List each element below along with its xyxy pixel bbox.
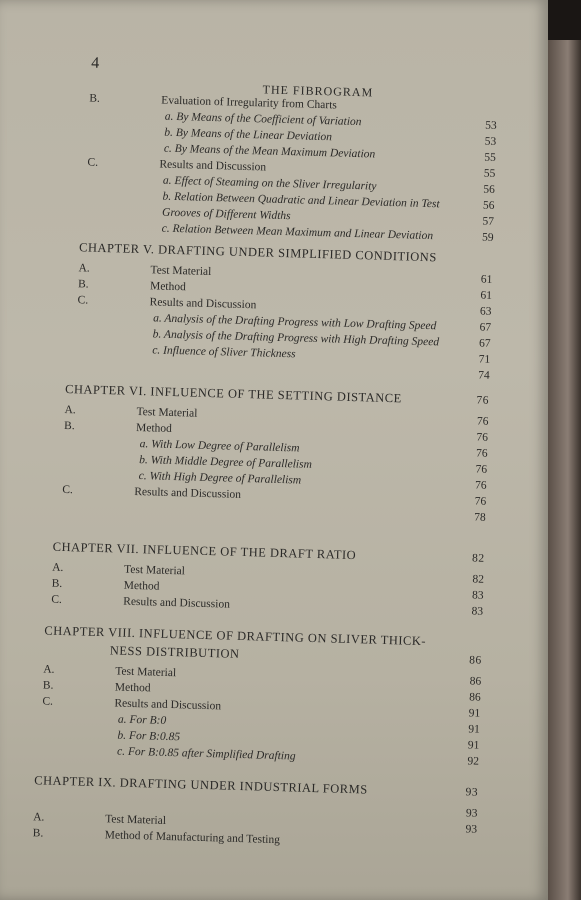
entry-title: b. For B:0.85 [117,729,181,744]
chapter-title: CHAPTER IX. DRAFTING UNDER INDUSTRIAL FORMS [34,773,368,797]
chapter-title: CHAPTER V. DRAFTING UNDER SIMPLIFIED CONDITIONS [78,240,437,265]
entry-title: b. Analysis of the Drafting Progress with High Drafting Speed [152,328,440,349]
entry-page: 56 [483,183,496,196]
entry-page: 53 [484,135,497,148]
entry-letter: C. [51,593,62,606]
chapter-page: 82 [471,552,485,565]
entry-letter: C. [62,483,74,497]
entry-title: Method [135,421,173,435]
entry-letter: B. [63,419,75,433]
entry-page: 76 [474,495,487,508]
chapter-page: 76 [476,394,490,407]
entry-title: c. With High Degree of Parallelism [138,470,302,487]
entry-title: a. For B:0 [117,713,167,727]
entry-title: a. Effect of Steaming on the Sliver Irregularity [162,174,377,193]
toc-section [33,771,479,853]
toc-section [41,621,483,769]
entry-page: 76 [475,463,488,476]
entry-page: 83 [471,605,484,618]
entry-page: 83 [471,589,484,602]
entry-page: 86 [469,691,481,704]
entry-title: Grooves of Different Widths [161,206,291,223]
entry-title: b. With Middle Degree of Parallelism [139,454,312,471]
entry-title: c. Relation Between Mean Maximum and Linear Deviation [161,222,434,243]
entry-letter: B. [32,827,44,840]
entry-letter: C. [87,156,99,169]
entry-letter: A. [43,663,55,676]
entry-title: c. By Means of the Mean Maximum Deviation [163,142,376,161]
entry-page: 82 [472,573,485,586]
entry-page: 55 [483,167,496,180]
entry-title: Method [149,280,186,294]
entry-title: Results and Discussion [149,296,257,312]
entry-title: a. With Low Degree of Parallelism [139,438,300,455]
entry-title: Test Material [104,813,167,827]
entry-title: Test Material [115,665,177,680]
entry-letter: A. [52,561,64,574]
entry-title: b. Relation Between Quadratic and Linear Deviation in Test [162,190,440,211]
entry-page: 61 [480,289,493,302]
entry-letter: B. [89,92,100,105]
entry-letter: B. [51,577,63,590]
toc-section [51,538,485,620]
entry-page: 59 [481,231,494,244]
entry-page: 55 [484,151,496,164]
chapter-title: CHAPTER VII. INFLUENCE OF THE DRAFT RATIO [52,539,357,563]
entry-page: 93 [465,823,478,836]
entry-title: c. For B:0.85 after Simplified Drafting [116,745,296,763]
entry-title: b. By Means of the Linear Deviation [164,126,333,144]
entry-title: c. Influence of Sliver Thickness [152,344,296,361]
chapter-title: CHAPTER VI. INFLUENCE OF THE SETTING DISTANCE [64,381,402,406]
entry-page: 91 [468,723,480,736]
entry-letter: B. [42,679,54,692]
entry-title: Results and Discussion [134,485,242,501]
entry-title: Method [114,681,151,695]
entry-page: 91 [467,739,480,752]
entry-title: Results and Discussion [123,595,231,611]
entry-title: Results and Discussion [159,158,267,174]
entry-page: 86 [469,675,482,688]
entry-page: 91 [468,707,481,720]
entry-letter: C. [42,695,54,708]
entry-title: a. By Means of the Coefficient of Variation [164,110,362,129]
book-edge [548,40,581,900]
entry-letter: B. [77,278,89,291]
entry-title: Method [123,579,160,593]
chapter-title-continued: NESS DISTRIBUTION [109,643,240,661]
entry-page: 61 [480,273,493,286]
entry-page: 67 [479,321,492,334]
page-number: 4 [91,54,100,72]
running-head: THE FIBROGRAM [262,82,374,100]
chapter-page: 93 [465,786,479,799]
chapter-title: CHAPTER VIII. INFLUENCE OF DRAFTING ON SLIVER THICK- [44,623,427,649]
entry-title: Test Material [150,264,212,279]
toc-section [76,238,494,384]
entry-page: 76 [475,447,488,460]
entry-title: Test Material [136,405,198,420]
entry-page: 63 [479,305,492,318]
entry-letter: A. [78,262,90,275]
entry-page: 76 [476,431,489,444]
entry-page: 57 [482,215,495,228]
entry-letter: A. [33,811,45,824]
entry-page: 92 [467,755,480,768]
entry-page: 53 [485,119,497,132]
entry-title: a. Analysis of the Drafting Progress with Low Drafting Speed [153,312,437,333]
entry-page: 76 [476,415,489,428]
entry-page: 67 [478,337,491,350]
entry-page: 56 [482,199,495,212]
chapter-page: 86 [469,654,482,667]
toc-section [62,380,490,526]
entry-letter: C. [77,294,89,307]
entry-page: 76 [474,479,487,492]
entry-page: 71 [478,353,491,366]
entry-title: Method of Manufacturing and Testing [104,829,281,847]
entry-title: Test Material [123,563,186,578]
entry-title: Results and Discussion [114,697,222,713]
entry-page: 93 [465,807,478,820]
toc-section [85,91,497,246]
entry-title: Evaluation of Irregularity from Charts [161,94,337,112]
entry-page: 74 [478,369,490,382]
entry-letter: A. [64,403,76,417]
entry-page: 78 [474,511,486,524]
